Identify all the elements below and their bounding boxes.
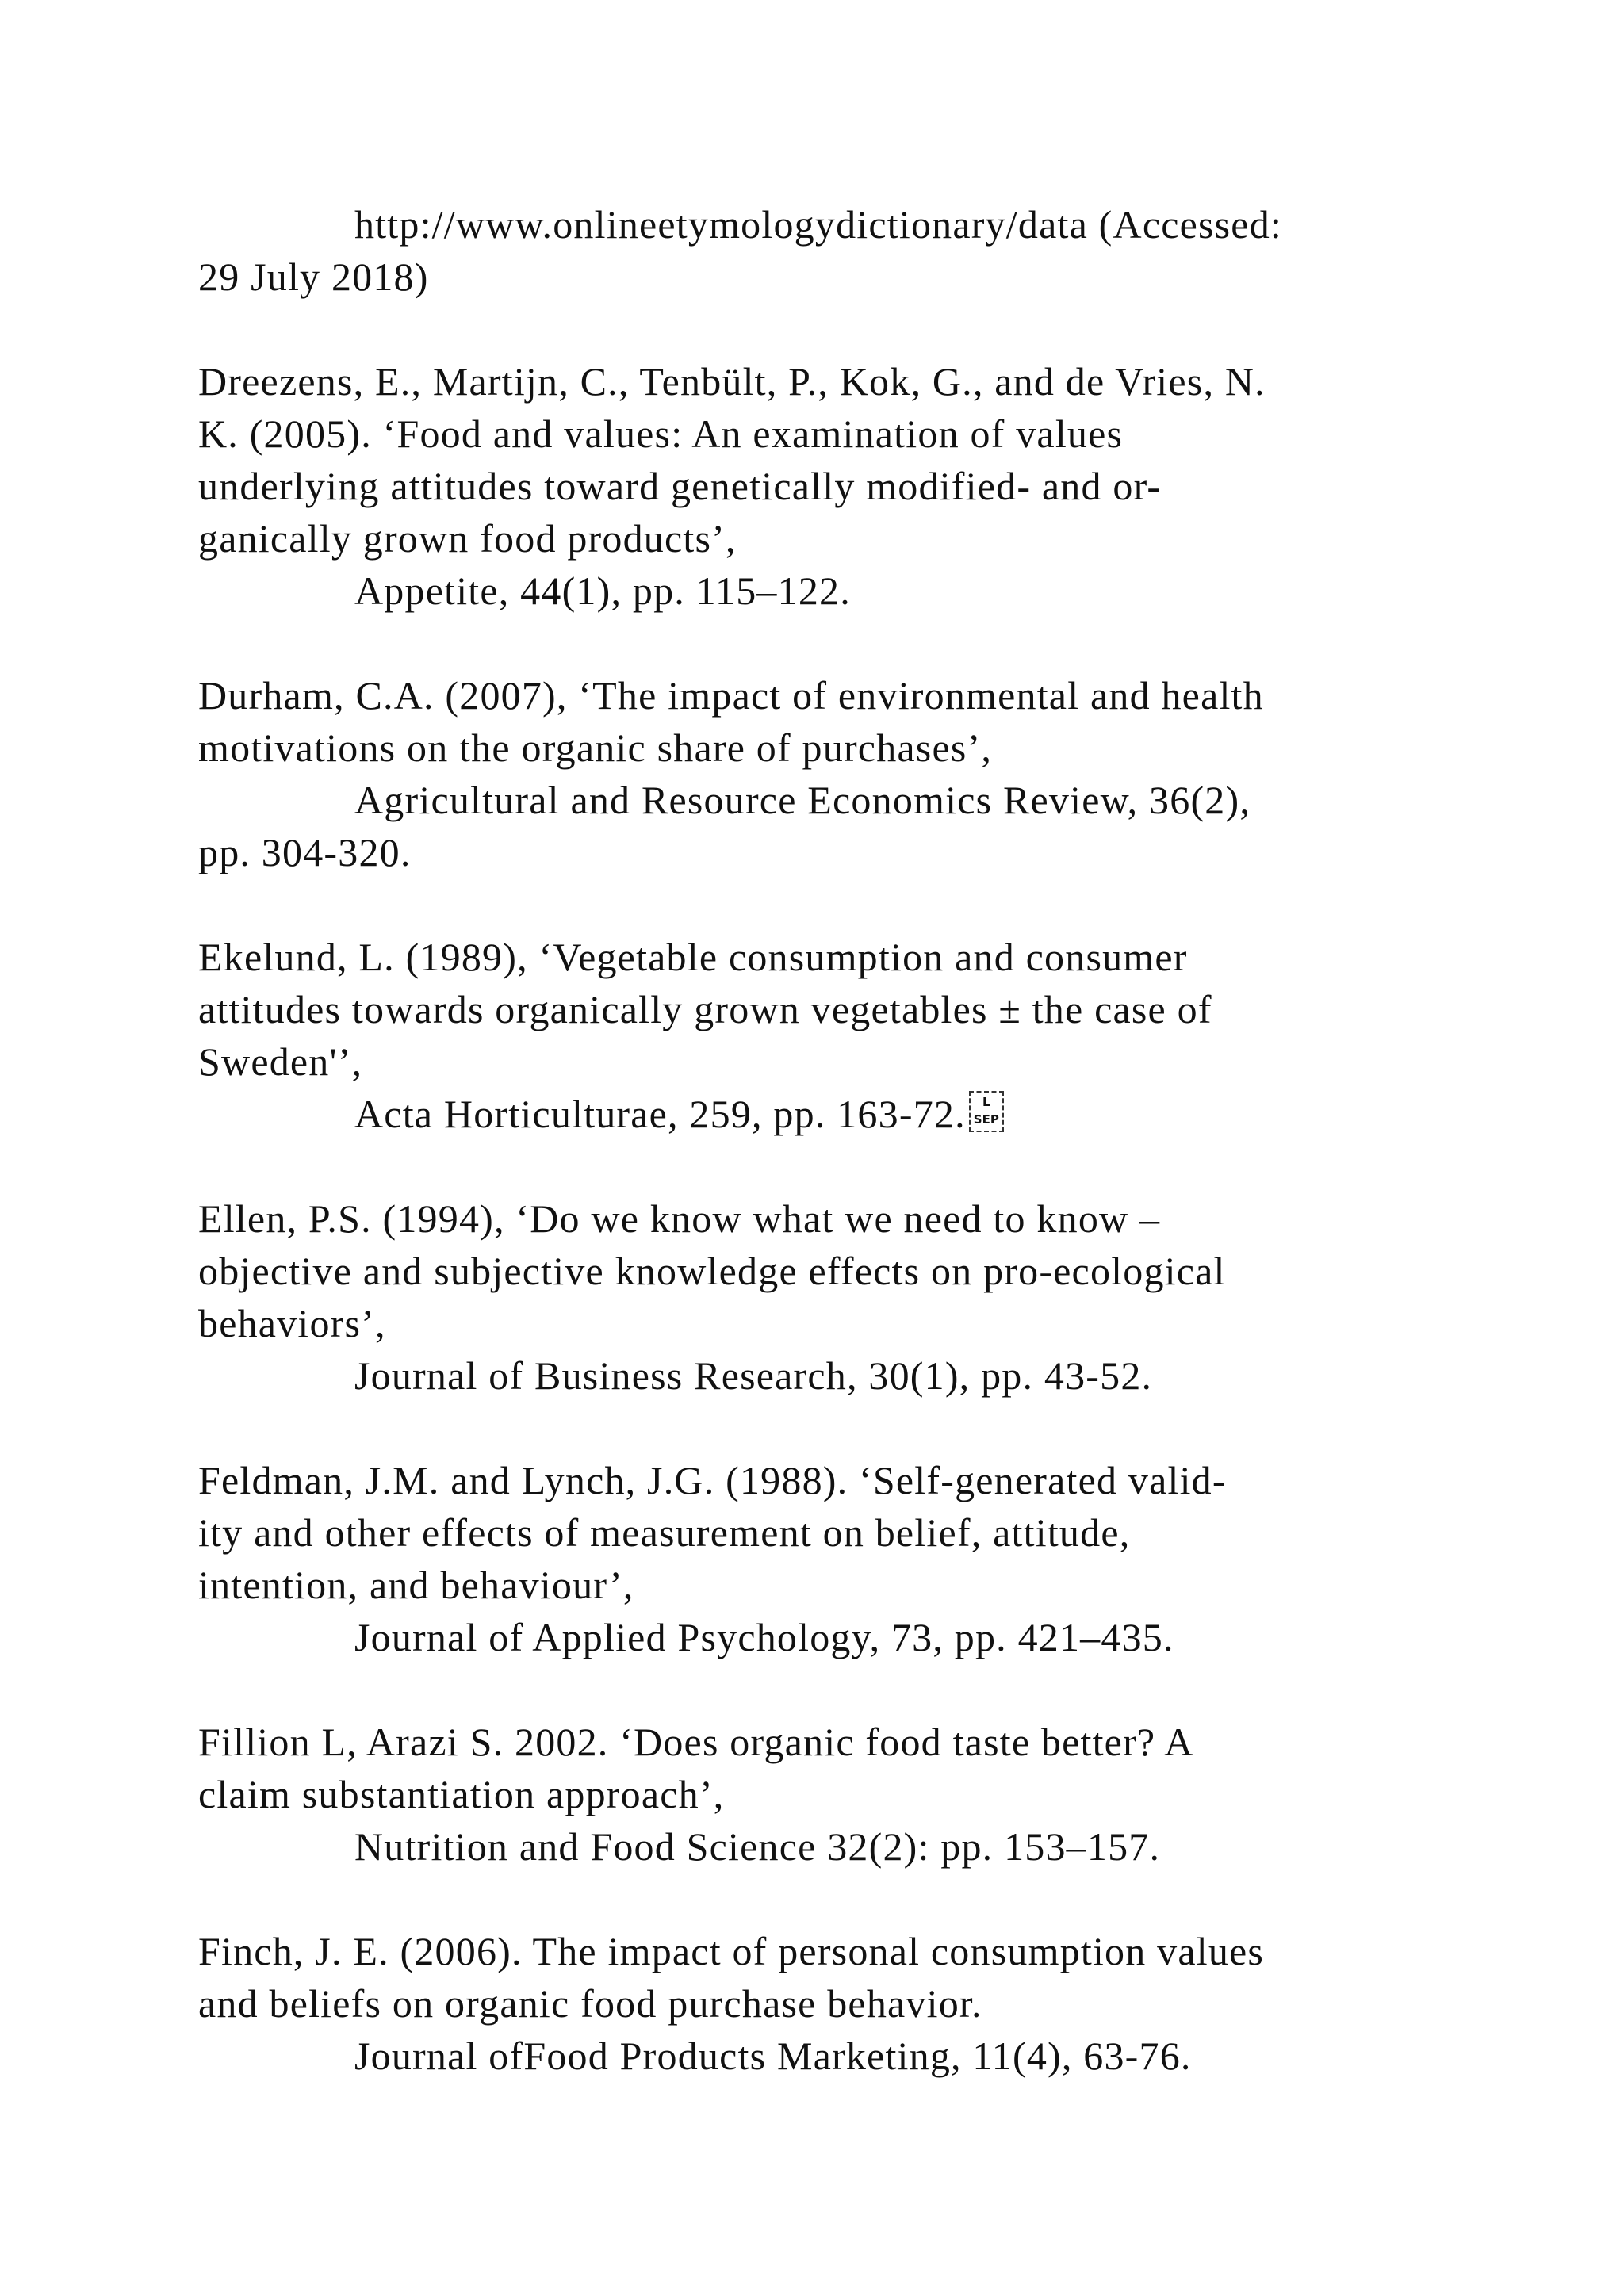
reference-line: underlying attitudes toward genetically modified- and or- bbox=[198, 464, 1162, 508]
reference-line: Agricultural and Resource Economics Review, 36(2), bbox=[354, 778, 1251, 822]
reference-line: and beliefs on organic food purchase behavior. bbox=[198, 1981, 982, 2026]
reference-line: Durham, C.A. (2007), ‘The impact of environmental and health bbox=[198, 673, 1264, 718]
reference-line: Nutrition and Food Science 32(2): pp. 153–157. bbox=[354, 1824, 1161, 1869]
reference-line: behaviors’, bbox=[198, 1301, 386, 1345]
separator-glyph-bottom: SEP bbox=[973, 1112, 999, 1127]
reference-line: ity and other effects of measurement on belief, attitude, bbox=[198, 1510, 1131, 1555]
reference-line: objective and subjective knowledge effects on pro-ecological bbox=[198, 1249, 1226, 1293]
separator-glyph-top: L bbox=[982, 1095, 990, 1109]
separator-glyph-icon bbox=[969, 1091, 1004, 1132]
reference-line: ganically grown food products’, bbox=[198, 516, 737, 561]
reference-line: 29 July 2018) bbox=[198, 254, 429, 299]
reference-line: K. (2005). ‘Food and values: An examination of values bbox=[198, 411, 1124, 456]
reference-line: Dreezens, E., Martijn, C., Tenbült, P., Kok, G., and de Vries, N. bbox=[198, 359, 1266, 404]
reference-line: Appetite, 44(1), pp. 115–122. bbox=[354, 568, 851, 613]
reference-line-text: Acta Horticulturae, 259, pp. 163-72. bbox=[354, 1092, 966, 1136]
reference-line: claim substantiation approach’, bbox=[198, 1772, 725, 1816]
reference-line: Ekelund, L. (1989), ‘Vegetable consumption and consumer bbox=[198, 935, 1188, 979]
reference-line bbox=[354, 1088, 1004, 1140]
reference-line: motivations on the organic share of purchases’, bbox=[198, 725, 993, 770]
reference-line: intention, and behaviour’, bbox=[198, 1563, 634, 1607]
reference-line: Sweden'’, bbox=[198, 1039, 363, 1084]
reference-line: http://www.onlineetymologydictionary/data (Accessed: bbox=[354, 202, 1282, 247]
reference-line: Fillion L, Arazi S. 2002. ‘Does organic food taste better? A bbox=[198, 1720, 1194, 1764]
reference-line: Finch, J. E. (2006). The impact of personal consumption values bbox=[198, 1929, 1265, 1973]
reference-line: Journal of Business Research, 30(1), pp. 43-52. bbox=[354, 1353, 1153, 1398]
reference-line: Journal of Applied Psychology, 73, pp. 421–435. bbox=[354, 1615, 1174, 1659]
reference-line: pp. 304-320. bbox=[198, 830, 412, 874]
reference-line: attitudes towards organically grown vegetables ± the case of bbox=[198, 987, 1212, 1031]
reference-line: Ellen, P.S. (1994), ‘Do we know what we need to know – bbox=[198, 1196, 1161, 1241]
reference-line: Feldman, J.M. and Lynch, J.G. (1988). ‘Self-generated valid- bbox=[198, 1458, 1227, 1502]
reference-line: Journal ofFood Products Marketing, 11(4), 63-76. bbox=[354, 2034, 1192, 2078]
